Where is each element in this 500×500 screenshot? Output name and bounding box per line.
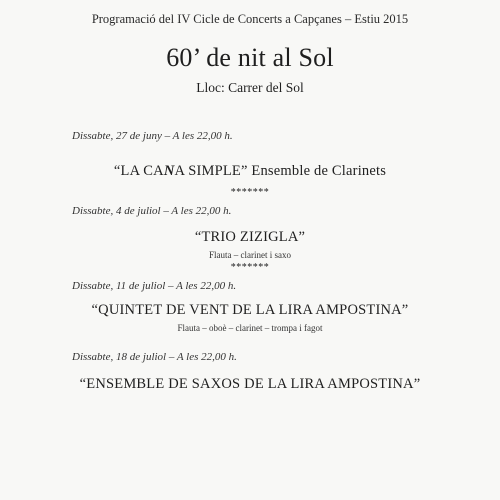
venue-location: Lloc: Carrer del Sol (196, 80, 304, 95)
event-name-4: “ENSEMBLE DE SAXOS DE LA LIRA AMPOSTINA” (79, 376, 421, 392)
event-instruments-2: Flauta – clarinet i saxo (209, 250, 291, 260)
page-title: 60’ de nit al Sol (166, 43, 334, 72)
separator-1: ******* (230, 187, 270, 198)
event-date-3: Dissabte, 11 de juliol – A les 22,00 h. (72, 280, 237, 292)
event-name-1-part1: “LA CA (113, 163, 164, 179)
program-header: Programació del IV Cicle de Concerts a Capçanes – Estiu 2015 (91, 12, 409, 26)
event-name-2: “TRIO ZIZIGLA” (194, 229, 306, 245)
event-name-1-bold-letter: N (163, 163, 175, 179)
separator-2: ******* (230, 262, 270, 273)
event-name-3: “QUINTET DE VENT DE LA LIRA AMPOSTINA” (91, 302, 409, 318)
event-date-4: Dissabte, 18 de juliol – A les 22,00 h. (72, 351, 237, 363)
event-instruments-3: Flauta – oboè – clarinet – trompa i fagot (177, 323, 323, 333)
event-name-1-part2: A SIMPLE” Ensemble de Clarinets (174, 163, 387, 179)
event-date-1: Dissabte, 27 de juny – A les 22,00 h. (72, 130, 233, 142)
event-date-2: Dissabte, 4 de juliol – A les 22,00 h. (72, 205, 232, 217)
event-name-1 (0, 163, 500, 180)
